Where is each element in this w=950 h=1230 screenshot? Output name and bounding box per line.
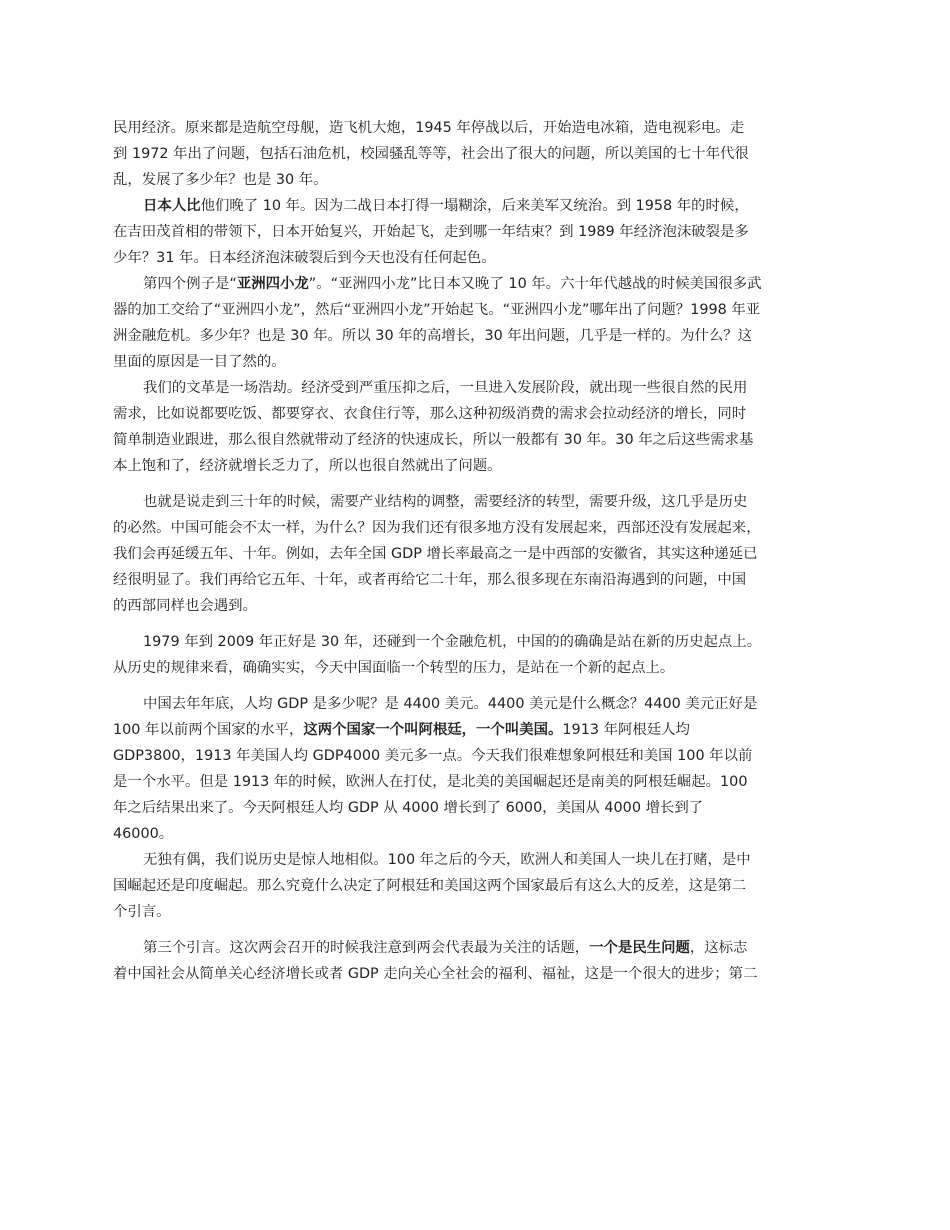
- text-line: [113, 401, 837, 427]
- text-run: 1913 年阿根廷人均: [562, 722, 690, 738]
- text-line: [113, 453, 837, 479]
- text-run: 我们的文革是一场浩劫。经济受到严重压抑之后，一旦进入发展阶段，就出现一些很自然的民用: [143, 380, 748, 396]
- text-run: 少年？31 年。日本经济泡沫破裂后到今天也没有任何起色。: [113, 250, 496, 266]
- text-run: 本上饱和了，经济就增长乏力了，所以也很自然就出了问题。: [113, 458, 502, 474]
- bold-text-run: 这两个国家一个叫阿根廷，一个叫美国。: [303, 722, 563, 738]
- text-run: 100 年以前两个国家的水平，: [113, 722, 304, 738]
- paragraph: [113, 629, 837, 681]
- body-text: [113, 115, 837, 987]
- text-run: 从历史的规律来看，确确实实，今天中国面临一个转型的压力，是站在一个新的起点上。: [113, 660, 675, 676]
- text-run: 中国去年年底，人均 GDP 是多少呢？是 4400 美元。4400 美元是什么概念？4400 美元正好是: [143, 696, 758, 712]
- text-line: [113, 655, 837, 681]
- text-run: 着中国社会从简单关心经济增长或者 GDP 走向关心全社会的福利、福祉，这是一个很大的进步；第二: [113, 966, 758, 982]
- text-line: [113, 769, 837, 795]
- text-run: 民用经济。原来都是造航空母舰，造飞机大炮，1945 年停战以后，开始造电冰箱，造电视彩电。走: [113, 120, 745, 136]
- text-line: [113, 821, 837, 847]
- text-run: 46000。: [113, 826, 174, 842]
- text-line: [113, 935, 837, 961]
- text-run: 国崛起还是印度崛起。那么究竟什么决定了阿根廷和美国这两个国家最后有这么大的反差，这是第二: [113, 878, 747, 894]
- text-run: ，这标志: [689, 940, 748, 956]
- paragraph: [113, 271, 837, 375]
- text-run: 经很明显了。我们再给它五年、十年，或者再给它二十年，那么很多现在东南沿海遇到的问题，中国: [113, 572, 747, 588]
- text-run: 的西部同样也会遇到。: [113, 598, 257, 614]
- text-run: 也就是说走到三十年的时候，需要产业结构的调整，需要经济的转型，需要升级，这几乎是历史: [143, 494, 748, 510]
- paragraph: [113, 935, 837, 987]
- bold-text-run: 亚洲四小龙: [236, 276, 309, 292]
- text-line: [113, 167, 837, 193]
- text-run: 里面的原因是一目了然的。: [113, 354, 286, 370]
- paragraph: [113, 691, 837, 847]
- text-line: [113, 115, 837, 141]
- text-run: 需求，比如说都要吃饭、都要穿衣、衣食住行等，那么这种初级消费的需求会拉动经济的增长，同时: [113, 406, 747, 422]
- paragraph: [113, 489, 837, 619]
- text-run: 在吉田茂首相的带领下，日本开始复兴，开始起飞，走到哪一年结束？到 1989 年经济泡沫破裂是多: [113, 224, 749, 240]
- text-line: [113, 141, 837, 167]
- text-run: ”。“亚洲四小龙”比日本又晚了 10 年。六十年代越战的时候美国很多武: [308, 276, 762, 292]
- text-run: 是一个水平。但是 1913 年的时候，欧洲人在打仗，是北美的美国崛起还是南美的阿根廷崛起。100: [113, 774, 748, 790]
- text-line: [113, 245, 837, 271]
- text-run: 简单制造业跟进，那么很自然就带动了经济的快速成长，所以一般都有 30 年。30 年之后这些需求基: [113, 432, 754, 448]
- text-line: [113, 193, 837, 219]
- paragraph: [113, 193, 837, 271]
- text-run: GDP3800，1913 年美国人均 GDP4000 美元多一点。今天我们很难想象阿根廷和美国 100 年以前: [113, 748, 753, 764]
- text-run: 个引言。: [113, 904, 171, 920]
- text-line: [113, 541, 837, 567]
- paragraph: [113, 847, 837, 925]
- text-line: [113, 691, 837, 717]
- text-line: [113, 873, 837, 899]
- text-line: [113, 297, 837, 323]
- text-line: [113, 219, 837, 245]
- text-run: 第三个引言。这次两会召开的时候我注意到两会代表最为关注的话题，: [143, 940, 590, 956]
- bold-text-run: 日本人比: [143, 198, 201, 214]
- text-line: [113, 961, 837, 987]
- text-line: [113, 271, 837, 297]
- text-run: 年之后结果出来了。今天阿根廷人均 GDP 从 4000 增长到了 6000，美国从 4000 增长到了: [113, 800, 704, 816]
- text-line: [113, 717, 837, 743]
- text-run: 器的加工交给了“亚洲四小龙”，然后“亚洲四小龙”开始起飞。“亚洲四小龙”哪年出了问题？1998 年亚: [113, 302, 761, 318]
- text-line: [113, 899, 837, 925]
- text-run: 到 1972 年出了问题，包括石油危机，校园骚乱等等，社会出了很大的问题，所以美国的七十年代很: [113, 146, 749, 162]
- text-run: 的必然。中国可能会不太一样，为什么？因为我们还有很多地方没有发展起来，西部还没有发展起来，: [113, 520, 761, 536]
- text-line: [113, 629, 837, 655]
- text-run: 我们会再延缓五年、十年。例如，去年全国 GDP 增长率最高之一是中西部的安徽省，其实这种递延已: [113, 546, 758, 562]
- text-line: [113, 349, 837, 375]
- text-run: 洲金融危机。多少年？也是 30 年。所以 30 年的高增长，30 年出问题，几乎是一样的。为什么？这: [113, 328, 753, 344]
- text-line: [113, 567, 837, 593]
- paragraph: [113, 375, 837, 479]
- paragraph: [113, 115, 837, 193]
- text-line: [113, 489, 837, 515]
- text-run: 1979 年到 2009 年正好是 30 年，还碰到一个金融危机，中国的的确确是站在新的历史起点上。: [143, 634, 762, 650]
- text-line: [113, 847, 837, 873]
- text-line: [113, 375, 837, 401]
- text-run: 他们晚了 10 年。因为二战日本打得一塌糊涂，后来美军又统治。到 1958 年的时候，: [200, 198, 749, 214]
- bold-text-run: 一个是民生问题: [589, 940, 690, 956]
- text-run: 第四个例子是“: [143, 276, 237, 292]
- text-line: [113, 427, 837, 453]
- text-line: [113, 593, 837, 619]
- text-line: [113, 323, 837, 349]
- text-run: 无独有偶，我们说历史是惊人地相似。100 年之后的今天，欧洲人和美国人一块儿在打赌，是中: [143, 852, 751, 868]
- text-line: [113, 515, 837, 541]
- text-run: 乱，发展了多少年？也是 30 年。: [113, 172, 328, 188]
- text-line: [113, 795, 837, 821]
- text-line: [113, 743, 837, 769]
